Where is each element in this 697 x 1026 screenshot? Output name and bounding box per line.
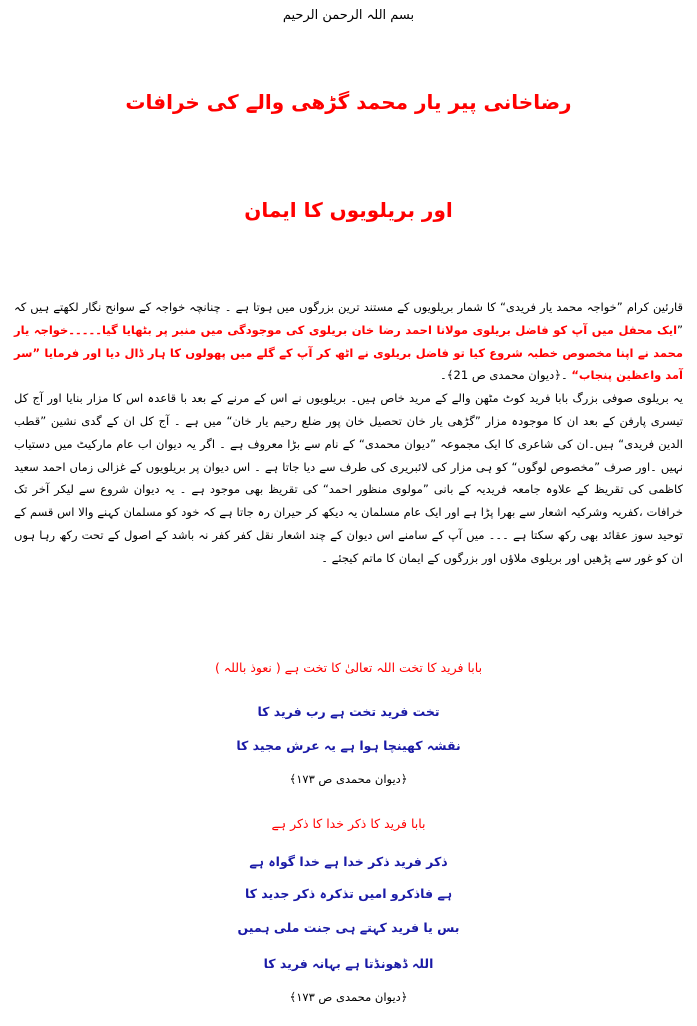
poem2-line-4: اللہ ڈھونڈتا ہے بہانہ فرید کا (263, 956, 434, 971)
poem1-reference: ﴿دیوان محمدی ص ۱۷۳﴾ (289, 772, 408, 786)
article-body (14, 296, 683, 570)
poem1-line-1: تخت فرید تخت ہے رب فرید کا (257, 704, 440, 719)
poem2-line-2: ہے فاذکرو امیں تذکرہ ذکر جدید کا (244, 886, 453, 901)
poem2-reference: ﴿دیوان محمدی ص ۱۷۳﴾ (289, 990, 408, 1004)
page-title-line-2: اور بریلویوں کا ایمان (244, 198, 453, 222)
paragraph-intro (14, 296, 683, 387)
poem2-heading: بابا فرید کا ذکر خدا کا ذکر ہے (271, 816, 426, 831)
poem2-line-3: بس یا فرید کہتے ہی جنت ملی ہمیں (237, 920, 460, 935)
page-title-line-1: رضاخانی پیر یار محمد گڑھی والے کی خرافات (125, 90, 572, 114)
bismillah: بسم اللہ الرحمن الرحیم (282, 8, 415, 23)
poem1-heading: بابا فرید کا تخت اللہ تعالیٰ کا تخت ہے ( نعوذ باللہ ) (214, 660, 483, 675)
poem2-line-1: ذکر فرید ذکر خدا ہے خدا گواہ ہے (249, 854, 448, 869)
intro-text: قارئین کرام ”خواجہ محمد یار فریدی“ کا شمار بریلویوں کے مستند ترین بزرگوں میں ہوتا ہے ۔ چنانچہ خواجہ کے سوانح نگار لکھتے ہیں کہ ” (14, 300, 683, 337)
paragraph-description: یہ بریلوی صوفی بزرگ بابا فرید کوٹ مٹھن والے کے مرید خاص ہیں۔ بریلویوں نے اس کے مرنے کے بعد با قاعدہ اس کا مزار بنایا اور آج کل تیسری پارفن کے بعد ان کا موجودہ مزار ”گڑھی یار خان تحصیل خان پور ضلع رحیم یار خان“ میں ہے ۔ آج کل ان کے گدی نشین ”قطب الدین فریدی“ ہیں۔ان کی شاعری کا ایک مجموعہ ”دیوان محمدی“ کے نام سے بڑا معروف ہے ۔ اگر یہ دیوان اب عام مارکیٹ میں دستیاب نہیں ۔اور صرف ”مخصوص لوگوں“ کو ہی مزار کی لائبریری کی طرف سے دیا جاتا ہے ۔ اس دیوان پر بریلویوں کے غزالی زماں احمد سعید کاظمی کی تقریظ کے علاوہ جامعہ فریدیہ کے بانی ”مولوی منظور احمد“ کی تقریظ بھی موجود ہے ۔ یہ دیوان شروع سے لیکر آخر تک خرافات ،کفریہ وشرکیہ اشعار سے بھرا پڑا ہے اور ایک عام مسلمان یہ دیکھ کر حیران رہ جاتا ہے کہ خود کو مسلمان کہنے والا اس قسم کے توحید سوز عقائد بھی رکھ سکتا ہے ۔۔۔ میں آپ کے سامنے اس دیوان کے چند اشعار نقل کفر کفر نہ باشد کے اصول کے تحت رکھ رہا ہوں ان کو غور سے پڑھیں اور بریلوی ملاؤں اور بزرگوں کے ایمان کا ماتم کیجئے ۔ (14, 391, 683, 565)
poem1-line-2: نقشہ کھینچا ہوا ہے یہ عرش مجید کا (236, 738, 461, 753)
intro-reference: ۔﴿دیوان محمدی ص 21﴾۔ (440, 368, 572, 383)
quoted-highlight: ایک محفل میں آپ کو فاضل بریلوی مولانا احمد رضا خان بریلوی کی موجودگی میں منبر پر بٹھایا گیا۔۔۔۔۔خواجہ یار محمد نے اپنا مخصوص خطبہ شروع کیا تو فاضل بریلوی نے اٹھ کر آپ کے گلے میں پھولوں کا ہار ڈال دیا اور فرمایا ”سر آمد واعظین پنجاب“ (14, 322, 683, 383)
